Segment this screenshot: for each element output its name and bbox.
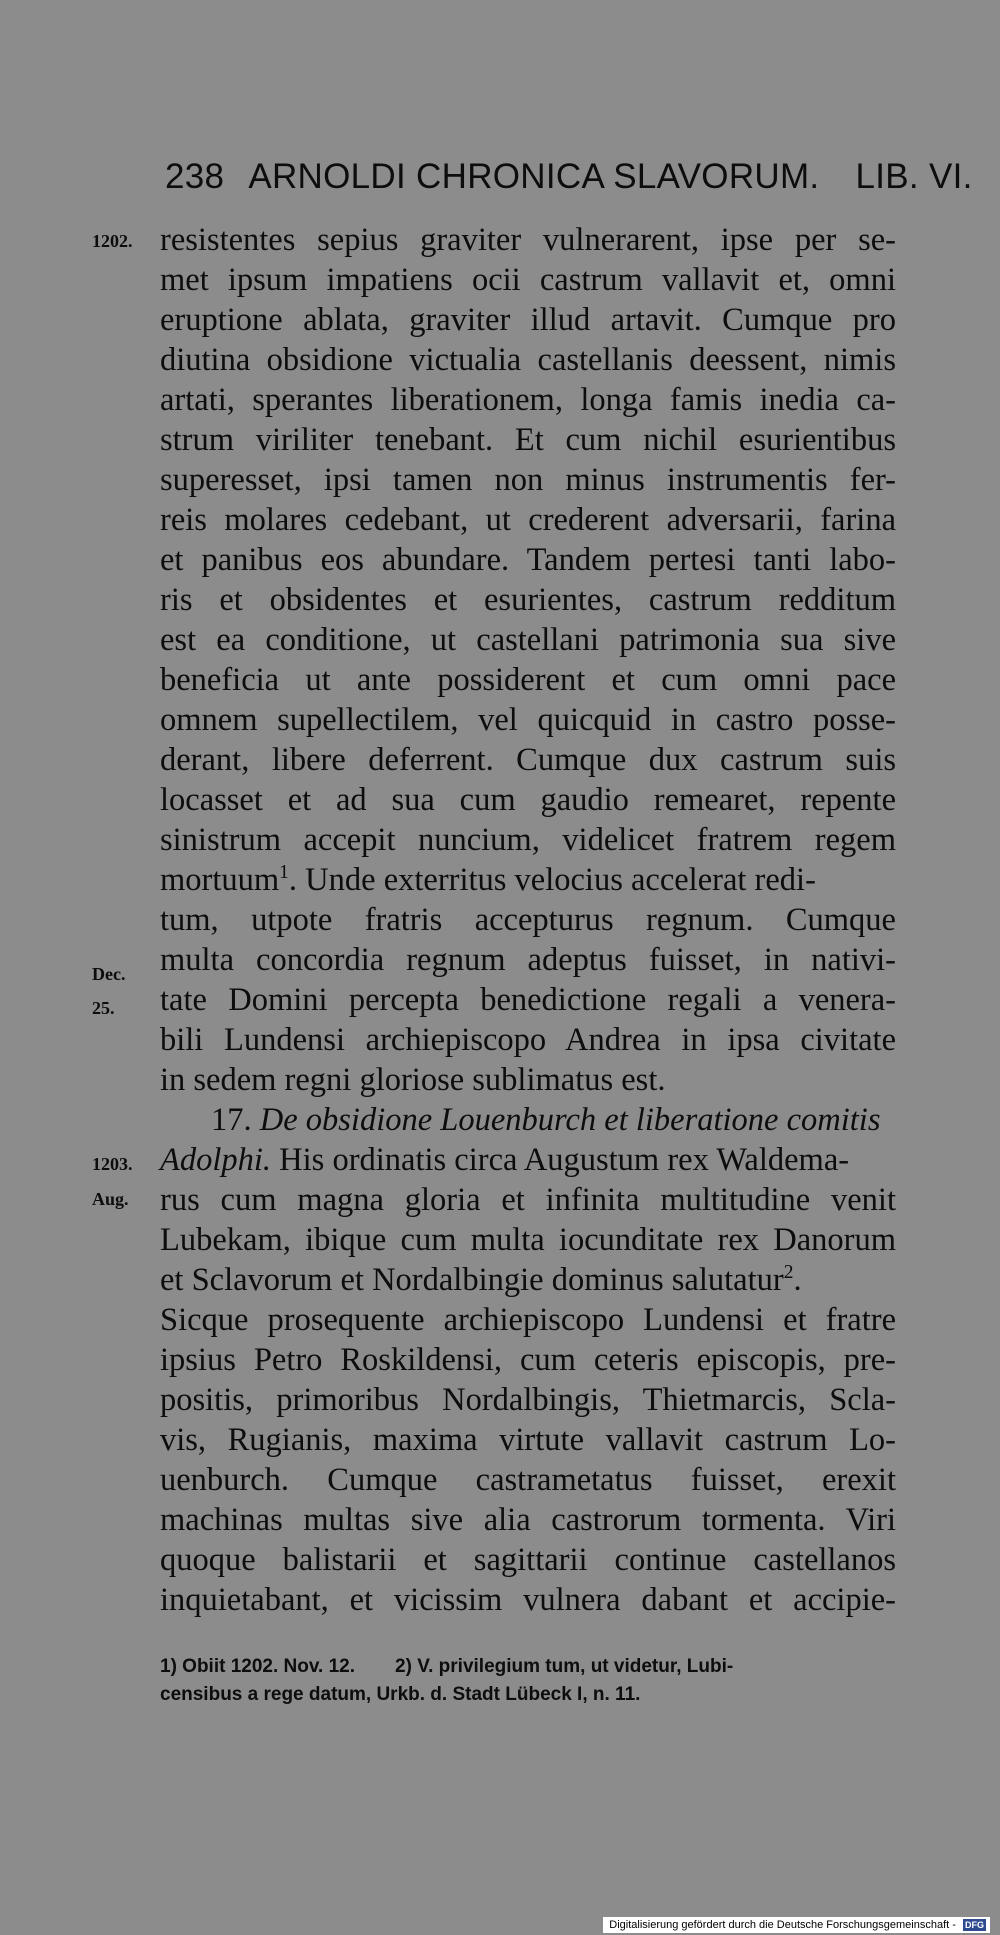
footnote-ref-2: 2 (783, 1262, 794, 1284)
running-header (165, 157, 973, 197)
text-line: beneficia ut ante possiderent et cum omni pace (160, 662, 896, 698)
text-run: His ordinatis circa Augustum rex Waldema- (279, 1142, 850, 1178)
text-line: derant, libere deferrent. Cumque dux castrum suis (160, 742, 896, 778)
text-run: mortuum (160, 862, 280, 898)
text-line: superesset, ipsi tamen non minus instrumentis fer- (160, 462, 896, 498)
text-line: diutina obsidione victualia castellanis deessent, nimis (160, 342, 896, 378)
text-line: resistentes sepius graviter vulnerarent, ipse per se- (160, 222, 896, 258)
margin-day-25: 25. (92, 998, 115, 1018)
text-line: inquietabant, et vicissim vulnera dabant et accipie- (160, 1582, 896, 1618)
chapter-number: 17. (211, 1102, 252, 1138)
text-line: ipsius Petro Roskildensi, cum ceteris episcopis, pre- (160, 1342, 896, 1378)
margin-year-1202: 1202. (92, 231, 133, 251)
text-line: vis, Rugianis, maxima virtute vallavit castrum Lo- (160, 1422, 896, 1458)
text-line: rus cum magna gloria et infinita multitudine venit (160, 1182, 896, 1218)
text-run: . (793, 1262, 802, 1298)
text-line: strum viriliter tenebant. Et cum nichil esurientibus (160, 422, 896, 458)
text-line: locasset et ad sua cum gaudio remearet, repente (160, 782, 896, 818)
text-line: multa concordia regnum adeptus fuisset, in nativi- (160, 942, 896, 978)
text-line: Lubekam, ibique cum multa iocunditate rex Danorum (160, 1222, 896, 1258)
header-title: ARNOLDI CHRONICA SLAVORUM. (248, 157, 820, 196)
text-line: positis, primoribus Nordalbingis, Thietmarcis, Scla- (160, 1382, 896, 1418)
text-line: quoque balistarii et sagittarii continue castellanos (160, 1542, 896, 1578)
text-line: reis molares cedebant, ut crederent adversarii, farina (160, 502, 896, 538)
text-line: in sedem regni gloriose sublimatus est. (160, 1062, 666, 1098)
text-line: met ipsum impatiens ocii castrum vallavit et, omni (160, 262, 896, 298)
text-line (160, 1140, 896, 1180)
text-line: ris et obsidentes et esurientes, castrum redditum (160, 582, 896, 618)
text-line: eruptione ablata, graviter illud artavit. Cumque pro (160, 302, 896, 338)
footnote-line: censibus a rege datum, Urkb. d. Stadt Lübeck I, n. 11. (160, 1684, 641, 1705)
dfg-logo: DFG (965, 1920, 984, 1931)
text-line: tum, utpote fratris accepturus regnum. Cumque (160, 902, 896, 938)
footnote-ref-1: 1 (279, 862, 289, 884)
margin-month-dec: Dec. (92, 964, 126, 984)
header-book: LIB. VI. (855, 157, 973, 196)
margin-month-aug: Aug. (92, 1189, 129, 1209)
text-line: et panibus eos abundare. Tandem pertesi tanti labo- (160, 542, 896, 578)
text-line: sinistrum accepit nuncium, videlicet fratrem regem (160, 822, 896, 858)
page-number: 238 (165, 157, 225, 196)
text-run: et Sclavorum et Nordalbingie dominus salutatur (160, 1262, 784, 1298)
chapter-title: De obsidione Louenburch et liberatione comitis (259, 1102, 881, 1138)
text-line: omnem supellectilem, vel quicquid in castro posse- (160, 702, 896, 738)
text-line (160, 860, 896, 900)
text-line: machinas multas sive alia castrorum tormenta. Viri (160, 1502, 896, 1538)
credit-text: Digitalisierung gefördert durch die Deutsche Forschungsgemeinschaft - (609, 1919, 956, 1931)
footnote-2: 2) V. privilegium tum, ut videtur, Lubi- (395, 1656, 734, 1677)
text-line: uenburch. Cumque castrametatus fuisset, erexit (160, 1462, 896, 1498)
text-run: . Unde exterritus velocius accelerat redi- (288, 862, 816, 898)
text-line (160, 1260, 896, 1300)
digitization-credit (603, 1917, 990, 1933)
footnote-line (160, 1654, 896, 1680)
text-line: artati, sperantes liberationem, longa famis inedia ca- (160, 382, 896, 418)
text-line: tate Domini percepta benedictione regali a venera- (160, 982, 896, 1018)
chapter-title-end: Adolphi. (160, 1142, 272, 1178)
chapter-heading (211, 1100, 896, 1140)
footnote-1: 1) Obiit 1202. Nov. 12. (160, 1656, 356, 1677)
text-line: Sicque prosequente archiepiscopo Lundensi et fratre (160, 1302, 896, 1338)
text-line: bili Lundensi archiepiscopo Andrea in ipsa civitate (160, 1022, 896, 1058)
text-line: est ea conditione, ut castellani patrimonia sua sive (160, 622, 896, 658)
margin-year-1203: 1203. (92, 1154, 133, 1174)
